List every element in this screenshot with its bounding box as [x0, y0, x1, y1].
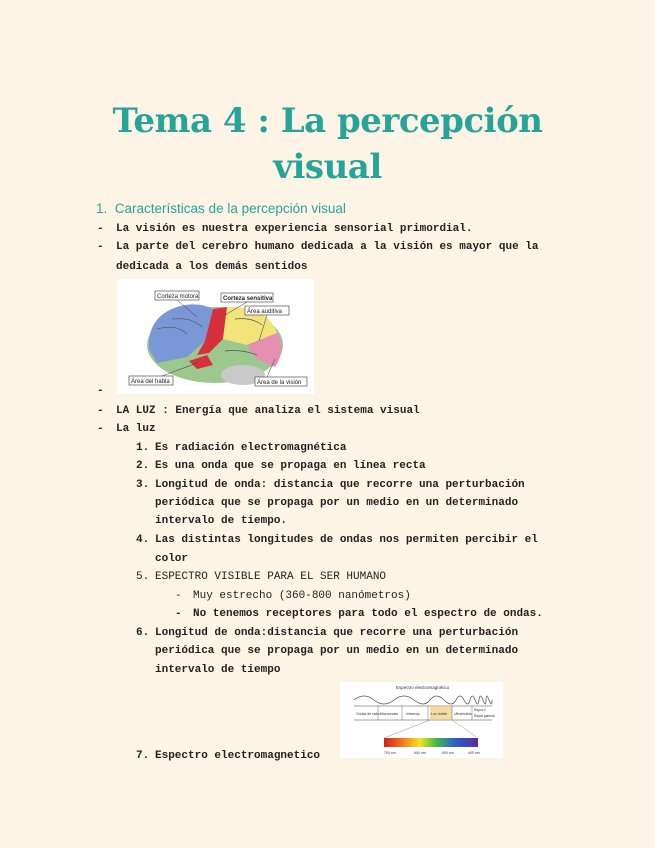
spectrum-title: Espectro electromagnético	[396, 685, 450, 690]
list-item: Longitud de onda:distancia que recorre una perturbación	[155, 627, 519, 639]
spectrum-band: Rayos gamma	[474, 714, 495, 718]
section-number: 1.	[96, 201, 108, 216]
spectrum-band: Ultravioleta	[454, 712, 472, 716]
sub-list-item: No tenemos receptores para todo el espectro de ondas.	[193, 608, 543, 620]
bullet-text: La visión es nuestra experiencia sensorial primordial.	[116, 223, 473, 235]
brain-label: Área de la visión	[257, 380, 302, 386]
sub-bullet-dash: -	[175, 590, 182, 602]
bullet-dash: -	[97, 223, 104, 235]
list-item: Longitud de onda: distancia que recorre una perturbación	[155, 479, 525, 491]
list-item: ESPECTRO VISIBLE PARA EL SER HUMANO	[155, 571, 387, 583]
nm-label: 700 nm	[384, 751, 396, 755]
bullet-text: La luz	[116, 423, 156, 435]
spectrum-band: Infrarrojo	[406, 712, 421, 716]
list-number: 4.	[136, 534, 150, 546]
list-item: Es radiación electromagnética	[155, 442, 347, 454]
sub-list-item: Muy estrecho (360-800 nanómetros)	[193, 590, 411, 602]
section-label: Características de la percepción visual	[114, 201, 346, 216]
page-title	[0, 98, 655, 190]
list-item-continued: periódica que se propaga por un medio en un determinado	[155, 645, 519, 657]
bullet-dash: -	[97, 405, 104, 417]
spectrum-band: Rayos X	[474, 708, 487, 712]
list-item-continued: intervalo de tiempo.	[155, 515, 288, 527]
list-number: 1.	[136, 442, 150, 454]
list-number: 3.	[136, 479, 150, 491]
list-item: Es una onda que se propaga en línea recta	[155, 460, 426, 472]
list-number: 2.	[136, 460, 150, 472]
spectrum-band: Microondas	[380, 712, 399, 716]
nm-label: 600 nm	[414, 751, 426, 755]
list-item-continued: intervalo de tiempo	[155, 664, 281, 676]
brain-label: Corteza motora	[157, 294, 199, 300]
spectrum-band: Luz visible	[431, 712, 448, 716]
bullet-text: La parte del cerebro humano dedicada a la visión es mayor que la	[116, 241, 539, 253]
bullet-dash: -	[97, 385, 104, 397]
list-number: 6.	[136, 627, 150, 639]
nm-label: 400 nm	[468, 751, 480, 755]
bullet-text: LA LUZ : Energía que analiza el sistema visual	[116, 405, 420, 417]
bullet-text-continued: dedicada a los demás sentidos	[116, 261, 308, 273]
spectrum-figure	[340, 682, 503, 758]
brain-figure	[117, 279, 314, 394]
title-line-2: visual	[273, 147, 382, 187]
list-item: Espectro electromagnetico	[155, 750, 321, 762]
list-number: 7.	[136, 750, 150, 762]
list-item-continued: color	[155, 553, 189, 565]
brain-label: Corteza sensitiva	[223, 296, 273, 302]
bullet-dash: -	[97, 241, 104, 253]
list-number: 5.	[136, 571, 150, 583]
brain-label: Área auditiva	[247, 309, 283, 315]
spectrum-band: Ondas de radio	[356, 712, 380, 716]
list-item-continued: periódica que se propaga por un medio en un determinado	[155, 497, 519, 509]
section-heading	[96, 201, 346, 216]
sub-bullet-dash: -	[175, 608, 182, 620]
brain-label: Área del habla	[131, 379, 170, 385]
bullet-dash: -	[97, 423, 104, 435]
list-item: Las distintas longitudes de ondas nos permiten percibir el	[155, 534, 538, 546]
nm-label: 500 nm	[442, 751, 454, 755]
title-line-1: Tema 4 : La percepción	[112, 101, 543, 141]
